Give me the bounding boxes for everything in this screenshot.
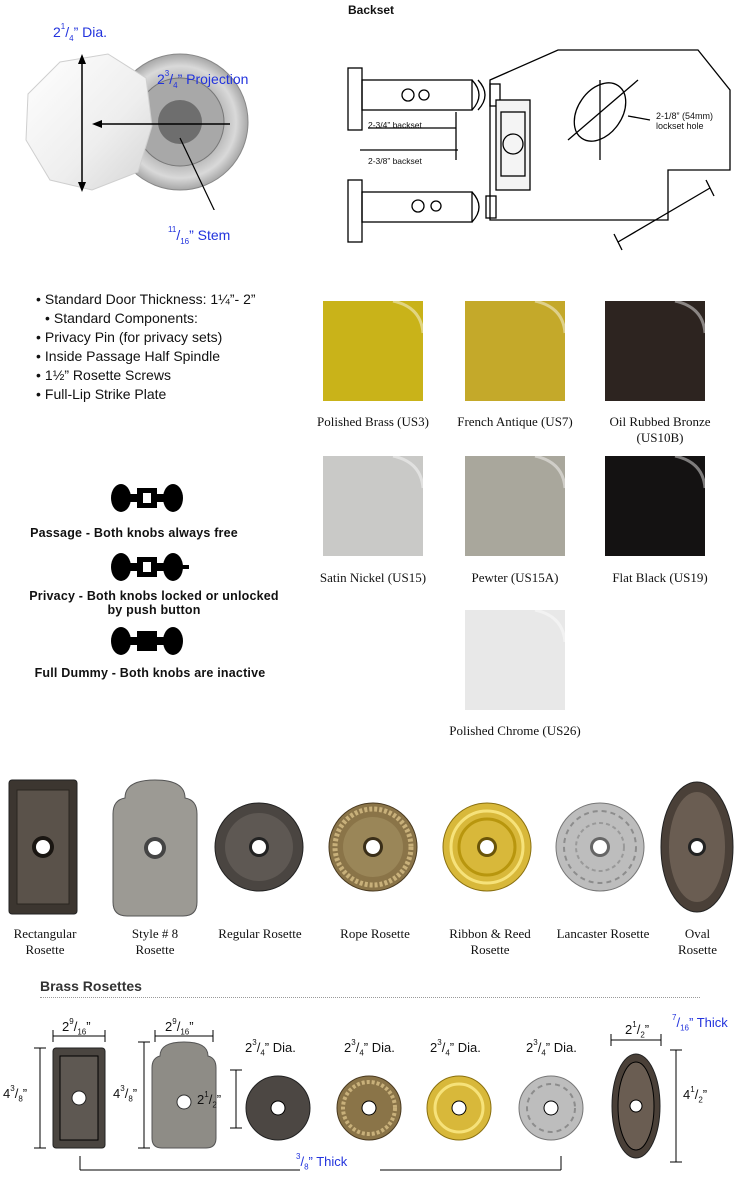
backset-title: Backset xyxy=(348,3,395,17)
lockset-hole-label: 2-1/8” (54mm) lockset hole xyxy=(656,111,714,131)
rosette-image xyxy=(441,801,533,898)
rosette-name: Rectangular Rosette xyxy=(13,926,77,957)
rosette-name: Style # 8 Rosette xyxy=(131,926,179,957)
finish-name: Polished Brass (US3) xyxy=(317,414,429,429)
rosette-image xyxy=(213,801,305,898)
dimension-diameter-regular: $2^3/_4$” Dia. xyxy=(245,1038,296,1058)
feature-item: • Inside Passage Half Spindle xyxy=(36,347,256,366)
brass-rosettes-title: Brass Rosettes xyxy=(40,978,142,994)
finish-swatch xyxy=(605,456,705,556)
finish-swatch xyxy=(465,456,565,556)
function-icon-privacy xyxy=(111,551,191,588)
dimension-width-rect: $2^9/_{16}$” xyxy=(62,1017,91,1037)
rosette-name: Regular Rosette xyxy=(218,926,302,941)
finish-swatch xyxy=(465,301,565,401)
rosette-image xyxy=(7,778,79,921)
rosette-name: Rope Rosette xyxy=(340,926,410,941)
dimension-width-style8: $2^9/_{16}$” xyxy=(165,1017,194,1037)
dimension-height-rect: $4^3/_8$” xyxy=(3,1084,28,1104)
knob-diameter-label: $2^1/_4$” Dia. xyxy=(53,22,108,43)
dimension-stem-height-style8: $2^1/_2$” xyxy=(197,1090,222,1110)
rosette-image xyxy=(554,801,646,898)
divider xyxy=(40,997,700,998)
feature-item: • Privacy Pin (for privacy sets) xyxy=(36,328,256,347)
rosette-name: Ribbon & Reed Rosette xyxy=(449,926,531,957)
finish-swatch xyxy=(605,301,705,401)
function-icon-dummy xyxy=(111,625,183,662)
dimension-height-oval: $4^1/_2$” xyxy=(683,1085,708,1105)
function-label-privacy: Privacy - Both knobs locked or unlocked by push button xyxy=(29,589,279,617)
rosette-image xyxy=(111,778,199,923)
finish-name: Pewter (US15A) xyxy=(471,570,559,585)
dimension-diameter-lancaster: $2^3/_4$” Dia. xyxy=(526,1038,577,1058)
finish-name: Polished Chrome (US26) xyxy=(449,723,581,738)
finish-name: Flat Black (US19) xyxy=(612,570,708,585)
dimension-diameter-ribbon: $2^3/_4$” Dia. xyxy=(430,1038,481,1058)
feature-item: • Standard Components: xyxy=(45,309,256,328)
backset-label-2-3-4: 2-3/4” backset xyxy=(368,120,422,130)
finish-name: French Antique (US7) xyxy=(457,414,573,429)
dimension-width-oval: $2^1/_2$” xyxy=(625,1020,650,1040)
features-list xyxy=(36,290,256,404)
dimension-diameter-rope: $2^3/_4$” Dia. xyxy=(344,1038,395,1058)
finish-name: Oil Rubbed Bronze (US10B) xyxy=(609,414,711,445)
dimension-thickness: $^3/_8$” Thick xyxy=(296,1152,348,1172)
dimension-height-style8: $4^3/_8$” xyxy=(113,1084,138,1104)
feature-item: • Full-Lip Strike Plate xyxy=(36,385,256,404)
rosette-image xyxy=(659,780,735,919)
rosette-name: Oval Rosette xyxy=(678,926,717,957)
feature-item: • 1½” Rosette Screws xyxy=(36,366,256,385)
rosette-name: Lancaster Rosette xyxy=(556,926,650,941)
backset-diagram xyxy=(338,20,738,270)
knob-projection-label: $2^3/_4$” Projection xyxy=(157,69,249,90)
finish-swatch xyxy=(323,456,423,556)
feature-item: • Standard Door Thickness: 1¼”- 2” xyxy=(36,290,256,309)
knob-stem-label: $^{11}/_{16}$” Stem xyxy=(168,225,231,246)
finish-swatch xyxy=(323,301,423,401)
function-label-dummy: Full Dummy - Both knobs are inactive xyxy=(34,666,266,680)
function-icon-passage xyxy=(111,482,183,519)
finish-name: Satin Nickel (US15) xyxy=(319,570,427,585)
dimension-thickness-oval: $^7/_{16}$” Thick xyxy=(672,1013,728,1033)
knob-illustration xyxy=(20,40,250,210)
backset-label-2-3-8: 2-3/8” backset xyxy=(368,156,422,166)
function-label-passage: Passage - Both knobs always free xyxy=(30,526,238,540)
rosette-image xyxy=(327,801,419,898)
finish-swatch xyxy=(465,610,565,710)
